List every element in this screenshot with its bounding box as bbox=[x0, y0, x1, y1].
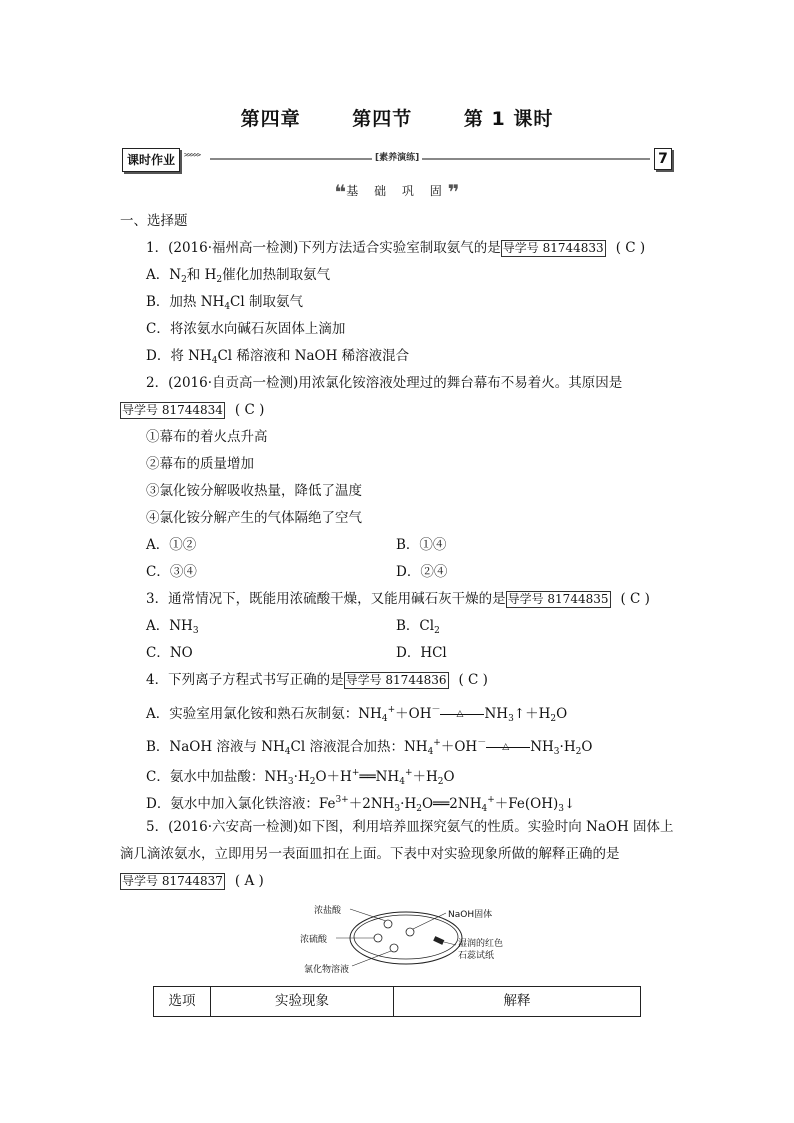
q1-stem-text: 1．(2016·福州高一检测)下列方法适合实验室制取氨气的是 bbox=[146, 240, 501, 256]
petri-dish-figure bbox=[296, 900, 536, 974]
subscript: 3 bbox=[558, 804, 564, 814]
label-litmus-1: 湿润的红色 bbox=[458, 939, 504, 949]
superscript: + bbox=[387, 705, 396, 715]
subscript: 4 bbox=[381, 714, 388, 724]
q3-option-d: D．HCl bbox=[396, 645, 447, 661]
title-section: 第四节 bbox=[352, 108, 413, 130]
subscript: 2 bbox=[550, 714, 557, 724]
text: ·H bbox=[293, 769, 310, 785]
subscript: 3 bbox=[192, 626, 199, 636]
text: ↓ bbox=[563, 796, 576, 812]
q2-options-ab bbox=[120, 532, 680, 559]
subscript: 2 bbox=[416, 804, 422, 814]
text: B．加热 NH bbox=[146, 294, 225, 310]
subscript: 2 bbox=[437, 777, 444, 787]
q4-answer: ( C ) bbox=[458, 672, 488, 688]
question-3-stem bbox=[120, 586, 680, 613]
text: ④氯化铵分解产生的气体隔绝了空气 bbox=[146, 510, 362, 526]
label-litmus-2: 石蕊试纸 bbox=[458, 951, 495, 961]
header-explanation: 解释 bbox=[394, 987, 641, 1017]
q2-option-b: B．①④ bbox=[396, 537, 447, 553]
subscript: 3 bbox=[394, 804, 401, 814]
q3-options-cd bbox=[120, 640, 680, 667]
text: ══NH bbox=[359, 769, 400, 785]
label-hcl: 浓盐酸 bbox=[314, 906, 342, 916]
q3-answer: ( C ) bbox=[620, 591, 650, 607]
q2-ref-number: 导学号 81744834 bbox=[122, 403, 223, 417]
text: O＋H bbox=[315, 769, 352, 785]
text: B．Cl bbox=[396, 618, 435, 634]
text: ①幕布的着火点升高 bbox=[146, 429, 268, 445]
part-label: 一、选择题 bbox=[120, 213, 188, 229]
q5-stem-text: 5．(2016·六安高一检测)如下图，利用培养皿探究氨气的性质。实验时向 NaOH 固体上 bbox=[146, 819, 674, 835]
subscript: 3 bbox=[508, 714, 514, 724]
q2-item-4 bbox=[120, 505, 680, 532]
q1-option-c bbox=[120, 316, 680, 343]
q5-stem-text: 滴几滴浓氨水，立即用另一表面皿扣在上面。下表中对实验现象所做的解释正确的是 bbox=[120, 846, 620, 862]
text: D．氨水中加入氯化铁溶液：Fe bbox=[146, 796, 336, 812]
text: B．NaOH 溶液与 NH bbox=[146, 739, 285, 755]
question-5-stem-line-1 bbox=[120, 814, 680, 841]
text: Cl 制取氨气 bbox=[230, 294, 303, 310]
text: 和 H bbox=[186, 267, 217, 283]
section-label: 基 础 巩 固 bbox=[346, 184, 448, 198]
text: ＋OH bbox=[440, 739, 478, 755]
close-quote-icon: ❞ bbox=[447, 180, 460, 204]
superscript: + bbox=[351, 768, 360, 778]
q1-option-d bbox=[120, 343, 680, 370]
q2-stem-text: 2．(2016·自贡高一检测)用浓氯化铵溶液处理过的舞台幕布不易着火。其原因是 bbox=[146, 375, 623, 391]
text: ③氯化铵分解吸收热量，降低了温度 bbox=[146, 483, 362, 499]
litmus-paper bbox=[433, 936, 444, 945]
banner-tag: 课时作业 bbox=[122, 148, 180, 172]
table-header-row bbox=[154, 987, 641, 1017]
text: C．氨水中加盐酸：NH bbox=[146, 769, 288, 785]
question-5-stem-line-2 bbox=[120, 841, 680, 868]
banner-number: 7 bbox=[654, 148, 672, 170]
q1-option-b bbox=[120, 289, 680, 316]
heat-arrow-icon bbox=[486, 741, 530, 755]
superscript: － bbox=[431, 705, 441, 715]
subscript: 2 bbox=[309, 777, 316, 787]
text: Cl 稀溶液和 NaOH 稀溶液混合 bbox=[217, 348, 410, 364]
subscript: 3 bbox=[287, 777, 294, 787]
part-heading bbox=[120, 208, 680, 235]
banner-arrows: >>>>> bbox=[184, 151, 201, 159]
title-lesson: 第 1 课时 bbox=[463, 108, 554, 130]
subscript: 3 bbox=[553, 747, 560, 757]
superscript: 3+ bbox=[335, 795, 349, 805]
q4-ref-number: 导学号 81744836 bbox=[345, 673, 447, 687]
chloride-drop bbox=[390, 944, 398, 952]
arrow-line bbox=[440, 714, 484, 715]
text: ＋2NH bbox=[348, 796, 395, 812]
text: ↑＋H bbox=[513, 706, 551, 722]
banner-middle-label: [素养演练] bbox=[372, 150, 422, 163]
q2-item-2 bbox=[120, 451, 680, 478]
q5-answer: ( A ) bbox=[234, 873, 264, 889]
text: A．实验室用氯化铵和熟石灰制氨：NH bbox=[146, 706, 382, 722]
header-phenomenon: 实验现象 bbox=[211, 987, 394, 1017]
section-heading bbox=[0, 180, 794, 204]
text: ·H bbox=[559, 739, 576, 755]
superscript: － bbox=[477, 738, 487, 748]
text: A．N bbox=[146, 267, 182, 283]
question-2-ref bbox=[120, 397, 680, 424]
subscript: 2 bbox=[575, 747, 582, 757]
q2-answer: ( C ) bbox=[234, 402, 265, 418]
heat-arrow-icon bbox=[440, 708, 484, 722]
subscript: 4 bbox=[481, 804, 488, 814]
text: ②幕布的质量增加 bbox=[146, 456, 254, 472]
q2-item-1 bbox=[120, 424, 680, 451]
text: D．将 NH bbox=[146, 348, 212, 364]
homework-banner bbox=[122, 146, 676, 174]
q3-ref-number: 导学号 81744835 bbox=[507, 592, 609, 606]
subscript: 4 bbox=[399, 777, 405, 787]
q3-options-ab bbox=[120, 613, 680, 640]
text: NH bbox=[530, 739, 554, 755]
leader-line bbox=[444, 942, 456, 945]
page-title bbox=[0, 104, 794, 131]
q3-option-a bbox=[146, 613, 396, 640]
header-option: 选项 bbox=[154, 987, 211, 1017]
subscript: 4 bbox=[211, 356, 218, 366]
h2so4-drop bbox=[374, 934, 382, 942]
title-chapter: 第四章 bbox=[240, 108, 301, 130]
q4-option-a bbox=[120, 694, 680, 727]
q5-ref-number: 导学号 81744837 bbox=[122, 874, 223, 888]
question-5-ref bbox=[120, 868, 680, 895]
q1-option-a bbox=[120, 262, 680, 289]
q4-stem-text: 4．下列离子方程式书写正确的是 bbox=[146, 672, 344, 688]
text: O══2NH bbox=[421, 796, 482, 812]
dish-inner-ring bbox=[354, 915, 458, 959]
subscript: 4 bbox=[224, 302, 231, 312]
subscript: 4 bbox=[427, 747, 434, 757]
subscript: 2 bbox=[216, 275, 223, 285]
subscript: 4 bbox=[284, 747, 291, 757]
q2-option-a: A．①② bbox=[146, 537, 197, 553]
question-list bbox=[120, 208, 680, 895]
text: ＋OH bbox=[395, 706, 432, 722]
superscript: + bbox=[404, 768, 413, 778]
banner-rule bbox=[210, 158, 650, 160]
open-quote-icon: ❝ bbox=[334, 180, 347, 204]
text: ＋H bbox=[412, 769, 438, 785]
label-h2so4: 浓硫酸 bbox=[300, 935, 328, 945]
question-4-stem bbox=[120, 667, 680, 694]
hcl-drop bbox=[384, 920, 392, 928]
q1-answer: ( C ) bbox=[615, 240, 646, 256]
q3-option-b bbox=[396, 613, 440, 640]
q4-option-b bbox=[120, 727, 680, 760]
label-chloride: 氯化物溶液 bbox=[304, 965, 350, 975]
subscript: 2 bbox=[181, 275, 187, 285]
superscript: + bbox=[433, 738, 441, 748]
question-1-stem bbox=[120, 235, 680, 262]
q3-stem-text: 3．通常情况下，既能用浓硫酸干燥，又能用碱石灰干燥的是 bbox=[146, 591, 506, 607]
text: NH bbox=[484, 706, 509, 722]
subscript: 2 bbox=[434, 626, 440, 636]
text: C．将浓氨水向碱石灰固体上滴加 bbox=[146, 321, 346, 337]
answer-table bbox=[153, 986, 641, 1017]
q1-ref-number: 导学号 81744833 bbox=[502, 241, 604, 255]
text: Cl 溶液混合加热：NH bbox=[290, 739, 428, 755]
q2-option-c: C．③④ bbox=[146, 564, 197, 580]
q4-option-c bbox=[120, 760, 680, 787]
question-2-stem bbox=[120, 370, 680, 397]
text: O bbox=[556, 706, 568, 722]
arrow-line bbox=[486, 747, 530, 748]
q2-item-3 bbox=[120, 478, 680, 505]
q2-option-d: D．②④ bbox=[396, 564, 448, 580]
text: O bbox=[581, 739, 593, 755]
text: ＋Fe(OH) bbox=[494, 796, 559, 812]
text: ·H bbox=[400, 796, 417, 812]
q2-options-cd bbox=[120, 559, 680, 586]
text: A．NH bbox=[146, 618, 193, 634]
text: O bbox=[443, 769, 455, 785]
naoh-solid bbox=[406, 928, 414, 936]
q4-option-d bbox=[120, 787, 680, 814]
label-naoh: NaOH固体 bbox=[448, 910, 493, 920]
q3-option-c: C．NO bbox=[146, 645, 193, 661]
text: 催化加热制取氨气 bbox=[222, 267, 331, 283]
superscript: + bbox=[487, 795, 495, 805]
